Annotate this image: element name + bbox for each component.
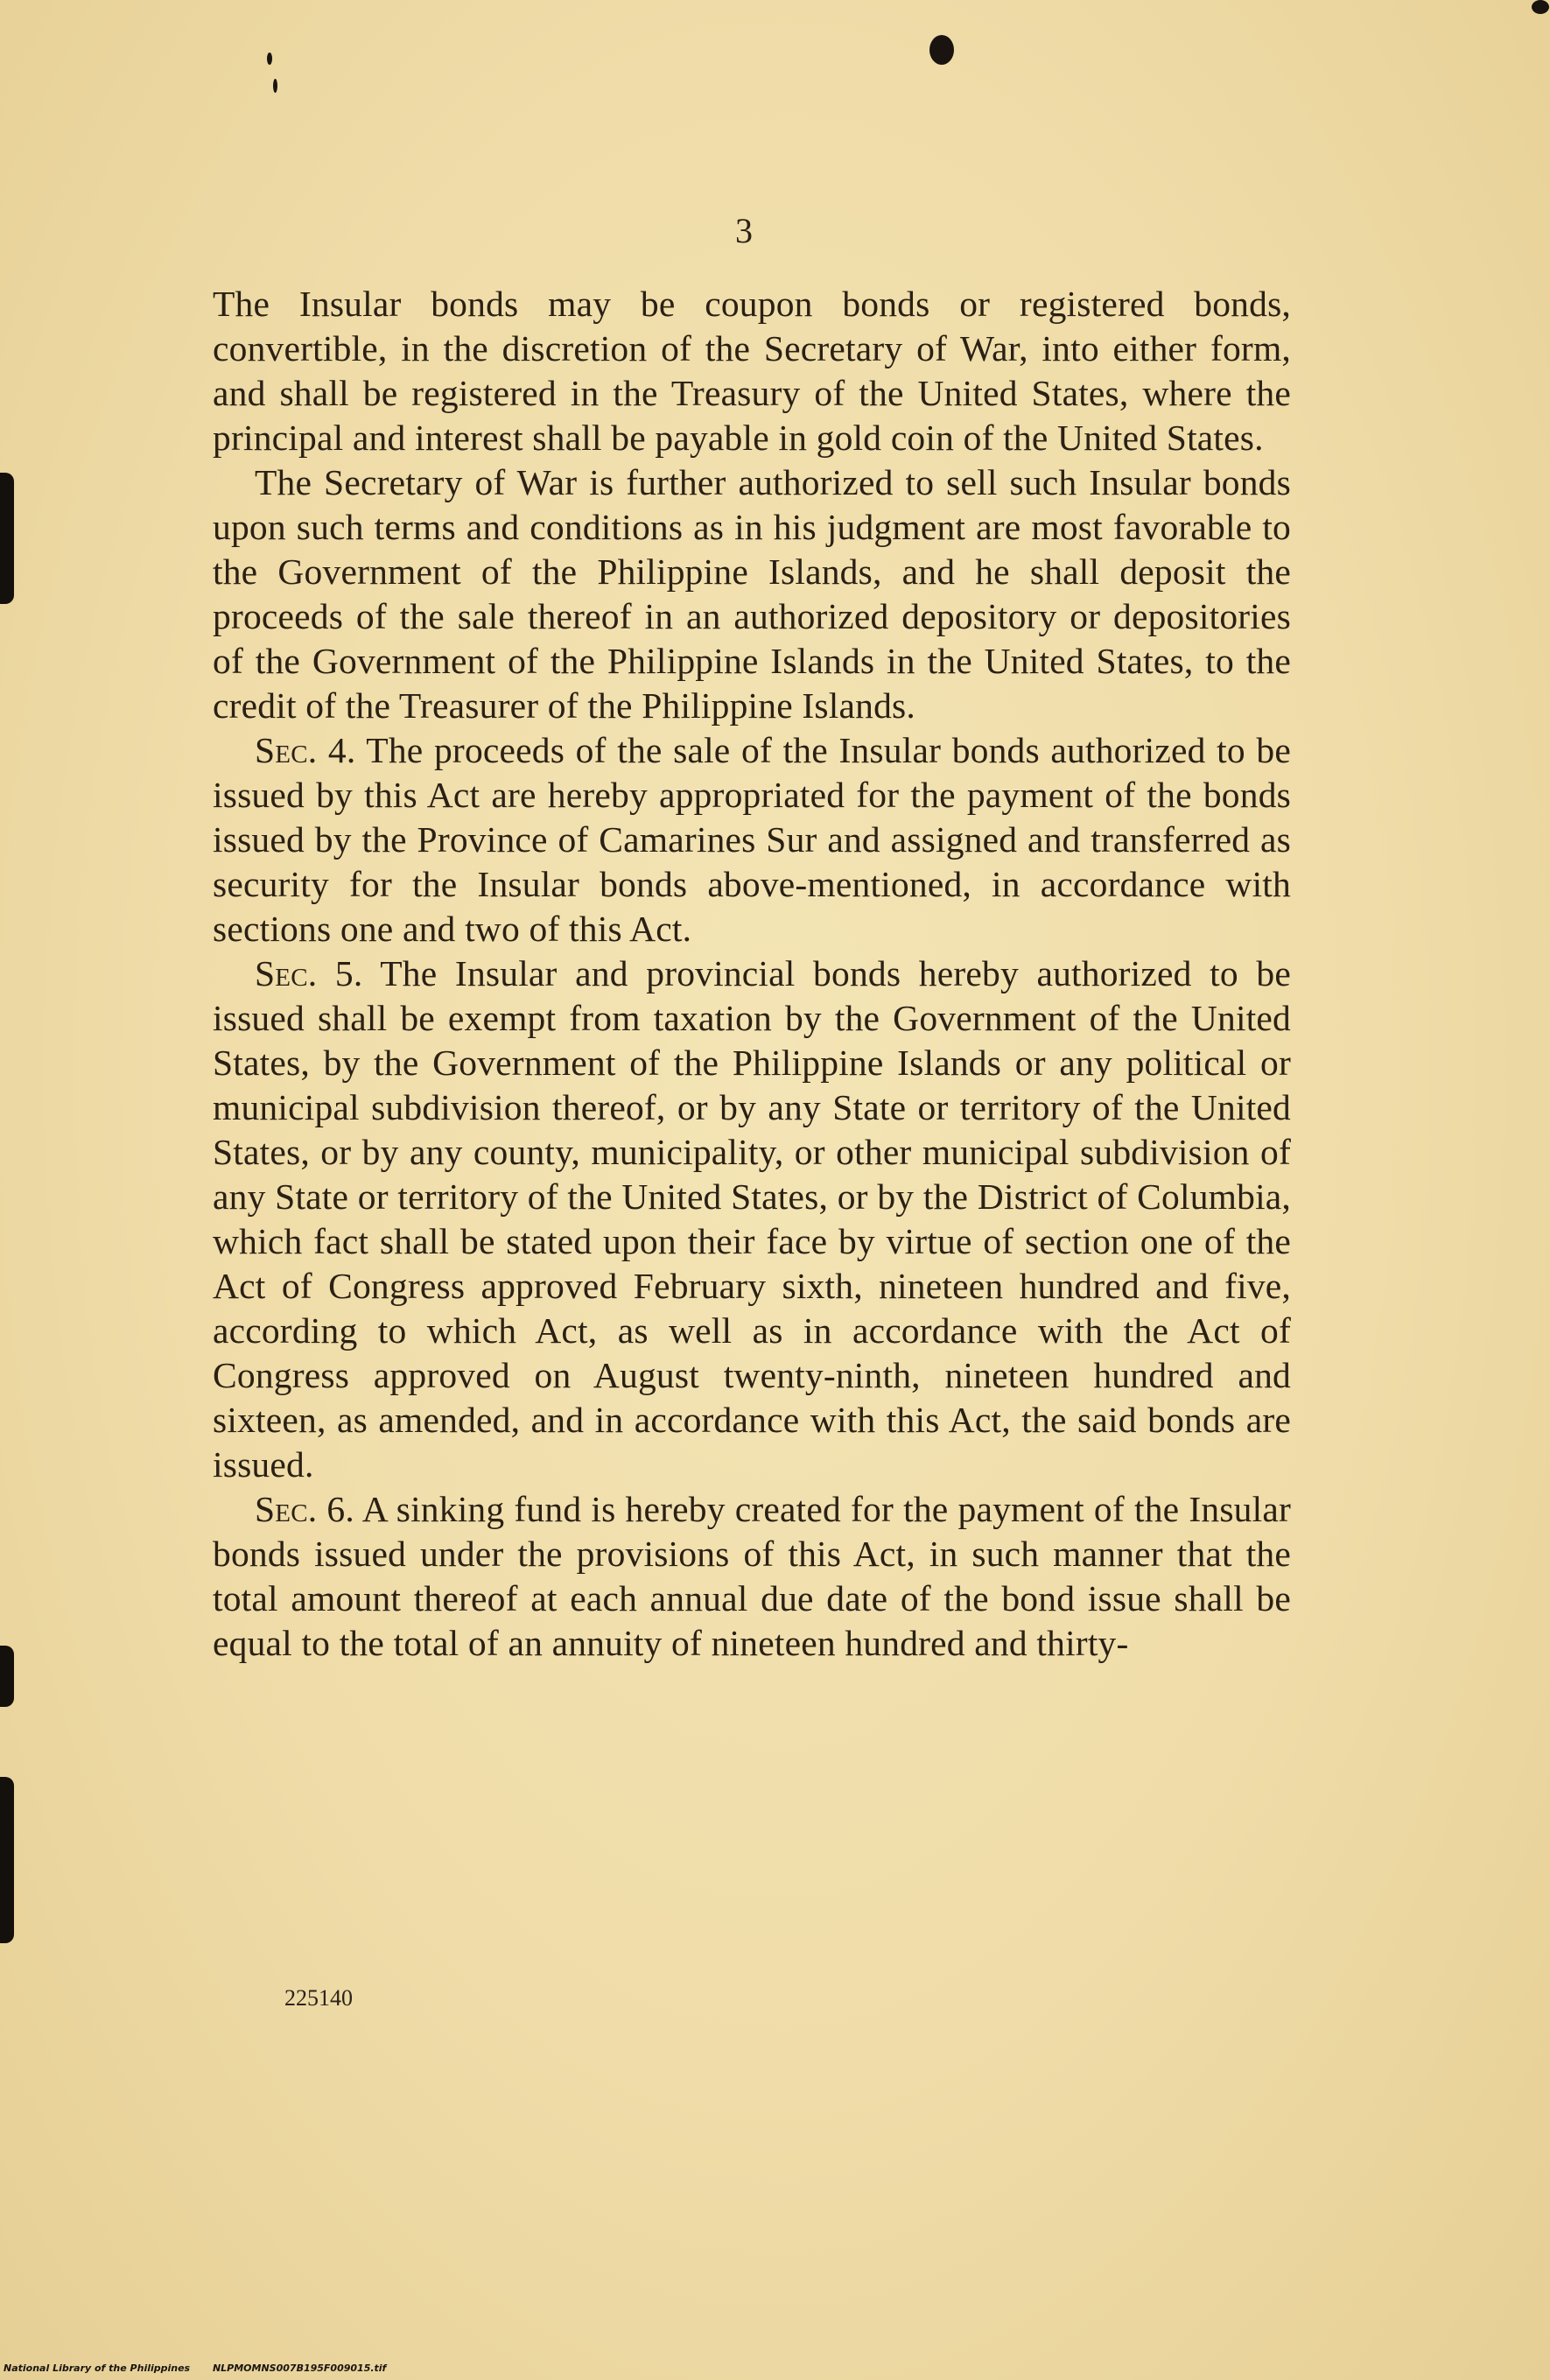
paragraph-text: The proceeds of the sale of the Insular bonds authorized to be issued by this Act are hereby appropriated for the payment of the bonds issued by the Province of Camarines Sur and assigned and transferred as security for the Insular bonds above-mentioned, in accordance with sections one and two of this Act. xyxy=(213,730,1291,949)
ink-speck xyxy=(1532,0,1549,14)
library-credit: National Library of the Philippines xyxy=(4,2362,191,2374)
ink-speck xyxy=(929,35,954,65)
paragraph-text: The Secretary of War is further authorized to sell such Insular bonds upon such terms and conditions as in his judgment are most favorable to the Government of the Philippine Islands, and he shall deposit the proceeds of the sale thereof in an authorized depository or depositories of the Government of the Philippine Islands in the United States, to the credit of the Treasurer of the Philippine Islands. xyxy=(213,462,1291,726)
paragraph xyxy=(213,282,1291,460)
page-number: 3 xyxy=(735,211,753,250)
file-id: NLPMOMNS007B195F009015.tif xyxy=(212,2362,387,2374)
paragraph xyxy=(213,460,1291,728)
ink-speck xyxy=(267,53,272,65)
paragraph-sec-6 xyxy=(213,1487,1291,1666)
paragraph-sec-4 xyxy=(213,728,1291,951)
paragraph-text: A sinking fund is hereby created for the payment of the Insular bonds issued under the provisions of this Act, in such manner that the total amount thereof at each annual due date of the bond issue shall be equal to the total of an annuity of nineteen hundred and thirty- xyxy=(213,1489,1291,1663)
binding-mark xyxy=(0,1777,14,1943)
section-label: Sec. 5. xyxy=(255,953,363,993)
paragraph-text: The Insular bonds may be coupon bonds or registered bonds, convertible, in the discretion of the Secretary of War, into either form, and shall be registered in the Treasury of the United States, where the principal and interest shall be payable in gold coin of the United States. xyxy=(213,284,1291,458)
binding-mark xyxy=(0,1646,14,1707)
scan-credit xyxy=(4,2362,386,2374)
paragraph-text: The Insular and provincial bonds hereby authorized to be issued shall be exempt from taxation by the Government of the United States, by the Government of the Philippine Islands or any political or municipal subdivision thereof, or by any State or territory of the United States, or by any county, municipality, or other municipal subdivision of any State or territory of the United States, or by the District of Columbia, which fact shall be stated upon their face by virtue of section one of the Act of Congress approved February sixth, nineteen hundred and five, according to which Act, as well as in accordance with the Act of Congress approved on August twenty-ninth, nineteen hundred and sixteen, as amended, and in accordance with this Act, the said bonds are issued. xyxy=(213,953,1291,1485)
section-label: Sec. 6. xyxy=(255,1489,354,1529)
section-label: Sec. 4. xyxy=(255,730,356,770)
ink-speck xyxy=(273,79,277,93)
binding-mark xyxy=(0,473,14,604)
footer-code: 225140 xyxy=(284,1985,353,2011)
body-text xyxy=(213,282,1291,1666)
paragraph-sec-5 xyxy=(213,951,1291,1487)
